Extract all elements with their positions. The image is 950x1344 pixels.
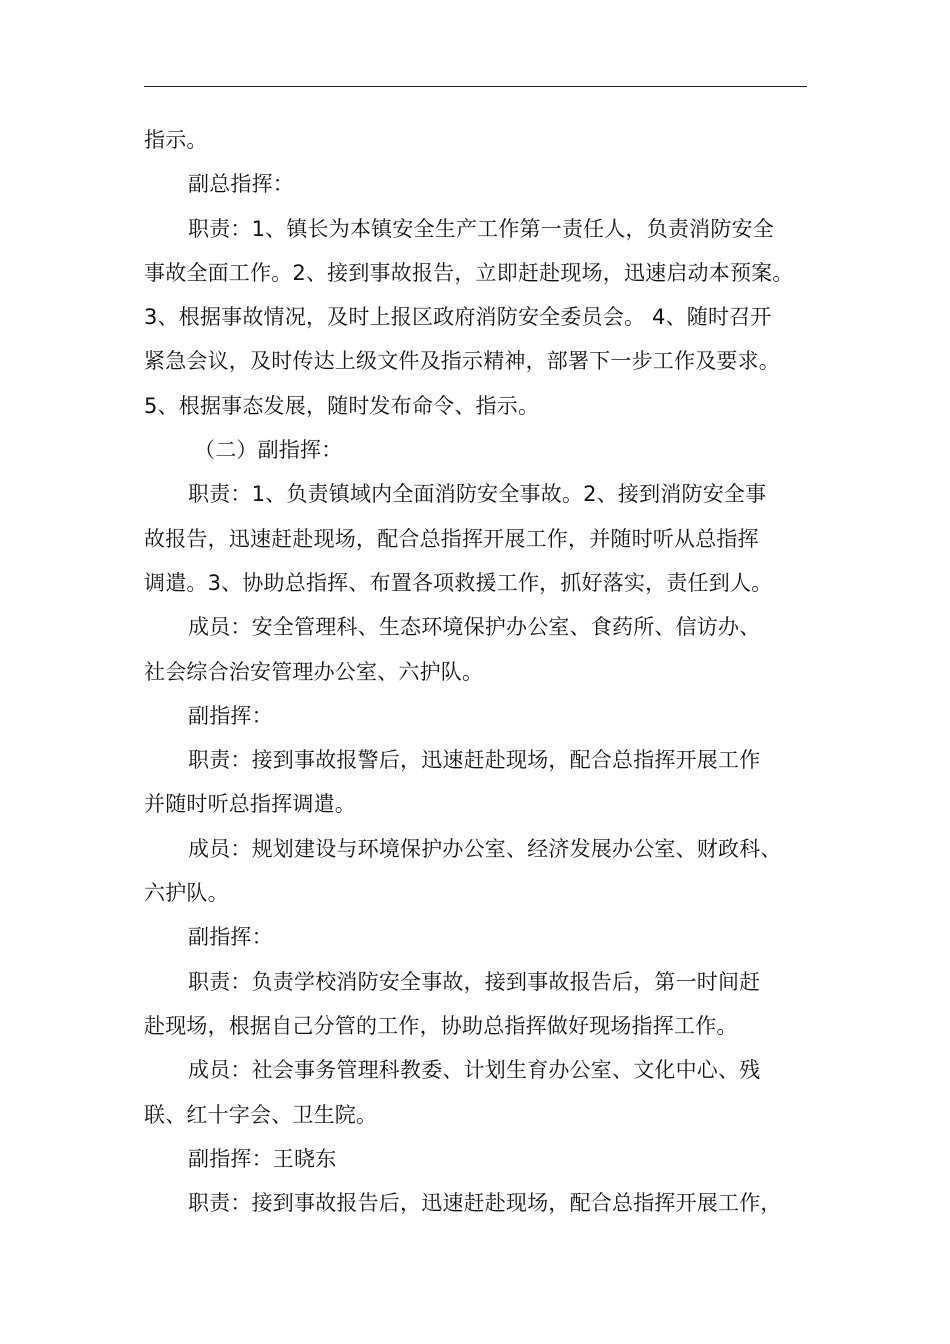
text-line: 社会综合治安管理办公室、六护队。	[144, 659, 484, 684]
text-line: 职责：1、负责镇域内全面消防安全事故。2、接到消防安全事	[188, 482, 767, 507]
text-line: 职责：1、镇长为本镇安全生产工作第一责任人，负责消防安全	[188, 216, 774, 241]
text-line: 联、红十字会、卫生院。	[144, 1102, 378, 1127]
document-body	[144, 118, 824, 1225]
text-line: 并随时听总指挥调遣。	[144, 792, 356, 817]
text-line: 成员：规划建设与环境保护办公室、经济发展办公室、财政科、	[188, 836, 782, 861]
text-line: 副指挥：	[188, 703, 273, 728]
header-rule	[144, 86, 807, 87]
text-line: 3、根据事故情况，及时上报区政府消防安全委员会。 4、随时召开	[144, 305, 772, 330]
text-line: 赴现场，根据自己分管的工作，协助总指挥做好现场指挥工作。	[144, 1013, 738, 1038]
text-line: 副指挥：	[188, 925, 273, 950]
text-line: 副总指挥：	[188, 172, 294, 197]
text-line: 指示。	[144, 128, 208, 152]
text-line: 职责：接到事故报告后，迅速赶赴现场，配合总指挥开展工作，	[188, 1191, 782, 1216]
text-line: 成员：社会事务管理科教委、计划生育办公室、文化中心、残	[188, 1058, 761, 1083]
text-line: 紧急会议，及时传达上级文件及指示精神，部署下一步工作及要求。	[144, 349, 780, 374]
text-line: 调遣。3、协助总指挥、布置各项救援工作，抓好落实，责任到人。	[144, 570, 773, 595]
text-line: 副指挥：王晓东	[188, 1146, 337, 1171]
text-line: 事故全面工作。2、接到事故报告，立即赶赴现场，迅速启动本预案。	[144, 260, 794, 285]
text-line: 5、根据事态发展，随时发布命令、指示。	[144, 393, 540, 418]
text-line: （二）副指挥：	[194, 438, 343, 463]
text-line: 职责：负责学校消防安全事故，接到事故报告后，第一时间赶	[188, 969, 761, 994]
text-line: 故报告，迅速赶赴现场，配合总指挥开展工作，并随时听从总指挥	[144, 526, 759, 551]
text-line: 六护队。	[144, 881, 229, 906]
text-line: 成员：安全管理科、生态环境保护办公室、食药所、信访办、	[188, 615, 761, 640]
text-line: 职责：接到事故报警后，迅速赶赴现场，配合总指挥开展工作	[188, 748, 761, 773]
